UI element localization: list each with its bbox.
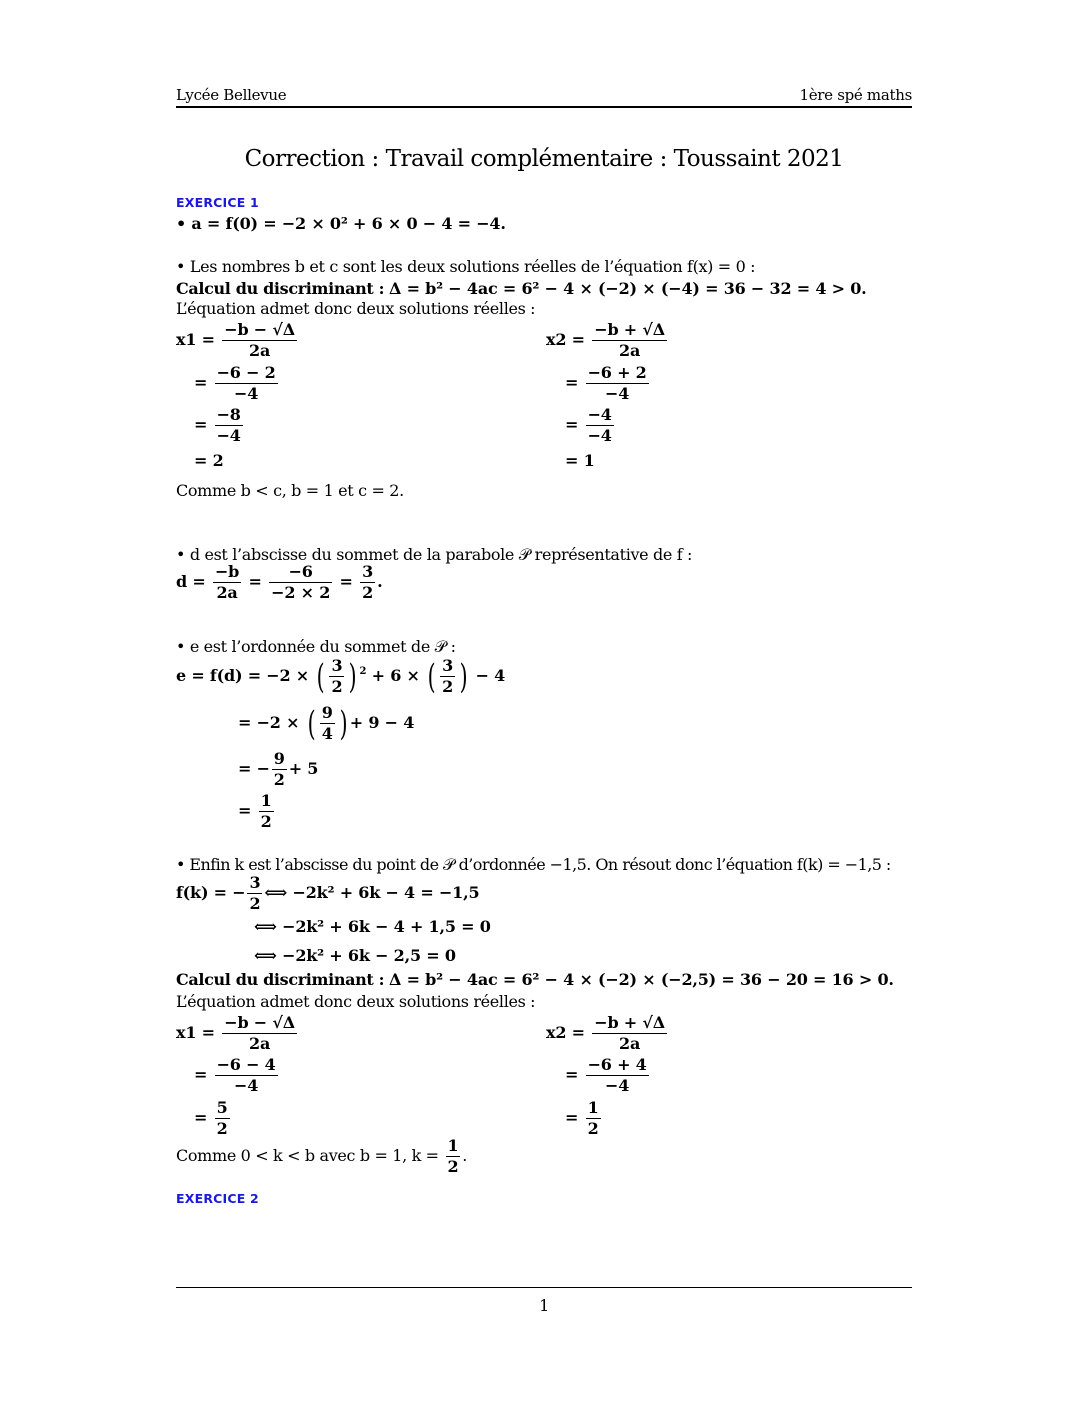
exercise-1-heading: EXERCICE 1 xyxy=(176,195,259,210)
fraction-numerator: 3 xyxy=(249,873,261,892)
discriminant-line-2 xyxy=(176,970,894,989)
d-label: d = xyxy=(176,572,206,591)
fraction-numerator: 3 xyxy=(362,562,374,581)
fraction-denominator: 2 xyxy=(447,1157,459,1176)
x2b-step-2 xyxy=(565,1055,651,1096)
header-rule xyxy=(176,106,912,108)
e-mid: + 6 × xyxy=(371,666,420,685)
x1-step-4 xyxy=(194,451,224,470)
two-solutions-text: L’équation admet donc deux solutions réelles : xyxy=(176,299,536,318)
fraction-numerator: 1 xyxy=(587,1098,599,1117)
x1-numerator: −b − √Δ xyxy=(224,320,295,339)
e-lhs: = −2 × xyxy=(238,713,300,732)
fraction-denominator: −4 xyxy=(234,384,259,403)
e-lhs: = xyxy=(238,801,252,820)
x1b-step-1 xyxy=(176,1013,299,1054)
equals: = xyxy=(194,451,208,470)
fraction-numerator: −6 xyxy=(269,562,332,583)
left-paren: ( xyxy=(317,656,325,697)
fraction-denominator: 2a xyxy=(216,583,238,602)
fraction-numerator: −6 + 2 xyxy=(587,363,647,382)
k-eq-line-3: ⟺ −2k² + 6k − 2,5 = 0 xyxy=(254,946,456,965)
k-eq-line-1 xyxy=(176,873,479,914)
x2-label: x2 = xyxy=(546,1023,585,1042)
e-step-4 xyxy=(238,791,276,832)
equals: = xyxy=(565,451,579,470)
exponent: 2 xyxy=(359,666,367,677)
equals: = xyxy=(565,373,579,392)
fraction-denominator: 2a xyxy=(249,1034,271,1053)
period: . xyxy=(462,1146,468,1165)
x1-step-2 xyxy=(194,363,280,404)
e-intro: • e est l’ordonnée du sommet de 𝒫 : xyxy=(176,637,456,656)
two-solutions-text-2: L’équation admet donc deux solutions réelles : xyxy=(176,992,536,1011)
a-value-line xyxy=(176,214,506,233)
right-paren: ) xyxy=(459,656,468,697)
right-paren: ) xyxy=(349,656,357,697)
equals: = xyxy=(565,415,579,434)
discriminant-line-1 xyxy=(176,279,867,298)
fraction-denominator: 2 xyxy=(216,1119,228,1138)
bc-intro: • Les nombres b et c sont les deux solutions réelles de l’équation f(x) = 0 : xyxy=(176,257,756,276)
e-step-2 xyxy=(238,703,414,744)
fraction-denominator: −2 × 2 xyxy=(271,583,331,602)
fraction-numerator: −b + √Δ xyxy=(594,1013,665,1032)
header-course: 1ère spé maths xyxy=(799,86,912,104)
x2-step-2 xyxy=(565,363,651,404)
bc-conclusion: Comme b < c, b = 1 et c = 2. xyxy=(176,481,404,500)
equals: = xyxy=(194,1108,208,1127)
x1-label: x1 = xyxy=(176,330,215,349)
fraction-denominator: 2 xyxy=(587,1119,599,1138)
fraction-numerator: −8 xyxy=(216,405,241,424)
equals: = xyxy=(565,1065,579,1084)
fraction-denominator: −4 xyxy=(605,384,630,403)
discriminant-label: Calcul du discriminant : xyxy=(176,970,385,989)
e-lhs: e = f(d) = −2 × xyxy=(176,666,310,685)
x1-step-3 xyxy=(194,405,245,446)
fraction-numerator: −6 − 2 xyxy=(216,363,276,382)
k-lhs: f(k) = − xyxy=(176,883,246,902)
x2-result: 1 xyxy=(583,451,595,470)
fraction-numerator: −b xyxy=(214,562,240,581)
d-calc xyxy=(176,562,382,603)
fraction-denominator: 2 xyxy=(442,677,454,696)
fraction-numerator: 3 xyxy=(331,656,343,675)
x2b-step-3 xyxy=(565,1098,603,1139)
x1-result: 2 xyxy=(212,451,224,470)
x1b-step-3 xyxy=(194,1098,232,1139)
page-title: Correction : Travail complémentaire : Toussaint 2021 xyxy=(244,146,844,172)
k-conclusion-text: Comme 0 < k < b avec b = 1, k = xyxy=(176,1146,439,1165)
e-step-1 xyxy=(176,656,505,697)
k-intro: • Enfin k est l’abscisse du point de 𝒫 d’ordonnée −1,5. On résout donc l’équation f(k) = −1,5 : xyxy=(176,855,891,874)
x2-step-4 xyxy=(565,451,595,470)
x1-step-1 xyxy=(176,320,299,361)
fraction-denominator: 2 xyxy=(249,894,261,913)
equals: = xyxy=(565,1108,579,1127)
fraction-denominator: −4 xyxy=(234,1076,259,1095)
x2-label: x2 = xyxy=(546,330,585,349)
k-eq-line-2: ⟺ −2k² + 6k − 4 + 1,5 = 0 xyxy=(254,917,491,936)
left-paren: ( xyxy=(427,656,436,697)
x2-step-1 xyxy=(546,320,669,361)
k-rhs: ⟺ −2k² + 6k − 4 = −1,5 xyxy=(264,883,480,902)
e-end: − 4 xyxy=(475,666,506,685)
fraction-denominator: −4 xyxy=(587,426,612,445)
equals: = xyxy=(248,572,262,591)
fraction-numerator: 9 xyxy=(321,703,333,722)
left-paren: ( xyxy=(307,703,316,744)
fraction-denominator: 2 xyxy=(273,770,285,789)
fraction-denominator: −4 xyxy=(605,1076,630,1095)
x2-step-3 xyxy=(565,405,616,446)
fraction-numerator: 9 xyxy=(273,749,285,768)
fraction-numerator: −6 − 4 xyxy=(216,1055,276,1074)
fraction-numerator: −6 + 4 xyxy=(587,1055,647,1074)
a-equation: • a = f(0) = −2 × 0² + 6 × 0 − 4 = −4. xyxy=(176,214,506,233)
exercise-2-heading: EXERCICE 2 xyxy=(176,1191,259,1206)
fraction-denominator: 2 xyxy=(331,677,343,696)
x2b-step-1 xyxy=(546,1013,669,1054)
fraction-denominator: −4 xyxy=(216,426,241,445)
equals: = xyxy=(194,1065,208,1084)
k-conclusion xyxy=(176,1136,467,1177)
fraction-denominator: 2 xyxy=(260,812,272,831)
equals: = xyxy=(339,572,353,591)
x1-label: x1 = xyxy=(176,1023,215,1042)
fraction-numerator: 3 xyxy=(442,656,454,675)
fraction-denominator: 2 xyxy=(362,583,374,602)
fraction-numerator: 1 xyxy=(447,1136,459,1155)
fraction-numerator: 5 xyxy=(216,1098,228,1117)
page-number: 1 xyxy=(539,1296,549,1315)
e-lhs: = − xyxy=(238,759,270,778)
d-intro: • d est l’abscisse du sommet de la parabole 𝒫 représentative de f : xyxy=(176,545,693,564)
period: . xyxy=(377,572,383,591)
e-step-3 xyxy=(238,749,318,790)
e-end: + 9 − 4 xyxy=(349,713,415,732)
fraction-denominator: 4 xyxy=(321,724,333,743)
equals: = xyxy=(194,373,208,392)
footer-rule xyxy=(176,1287,912,1288)
x1b-step-2 xyxy=(194,1055,280,1096)
fraction-numerator: −b − √Δ xyxy=(224,1013,295,1032)
discriminant-label: Calcul du discriminant : xyxy=(176,279,385,298)
x1-denominator: 2a xyxy=(249,341,271,360)
discriminant-calc: Δ = b² − 4ac = 6² − 4 × (−2) × (−2,5) = 36 − 20 = 16 > 0. xyxy=(388,970,894,989)
equals: = xyxy=(194,415,208,434)
x2-numerator: −b + √Δ xyxy=(594,320,665,339)
e-end: + 5 xyxy=(288,759,319,778)
right-paren: ) xyxy=(339,703,348,744)
fraction-denominator: 2a xyxy=(619,1034,641,1053)
discriminant-calc: Δ = b² − 4ac = 6² − 4 × (−2) × (−4) = 36 − 32 = 4 > 0. xyxy=(388,279,867,298)
fraction-numerator: −4 xyxy=(587,405,612,424)
x2-denominator: 2a xyxy=(619,341,641,360)
fraction-numerator: 1 xyxy=(260,791,272,810)
header-school: Lycée Bellevue xyxy=(176,86,287,104)
